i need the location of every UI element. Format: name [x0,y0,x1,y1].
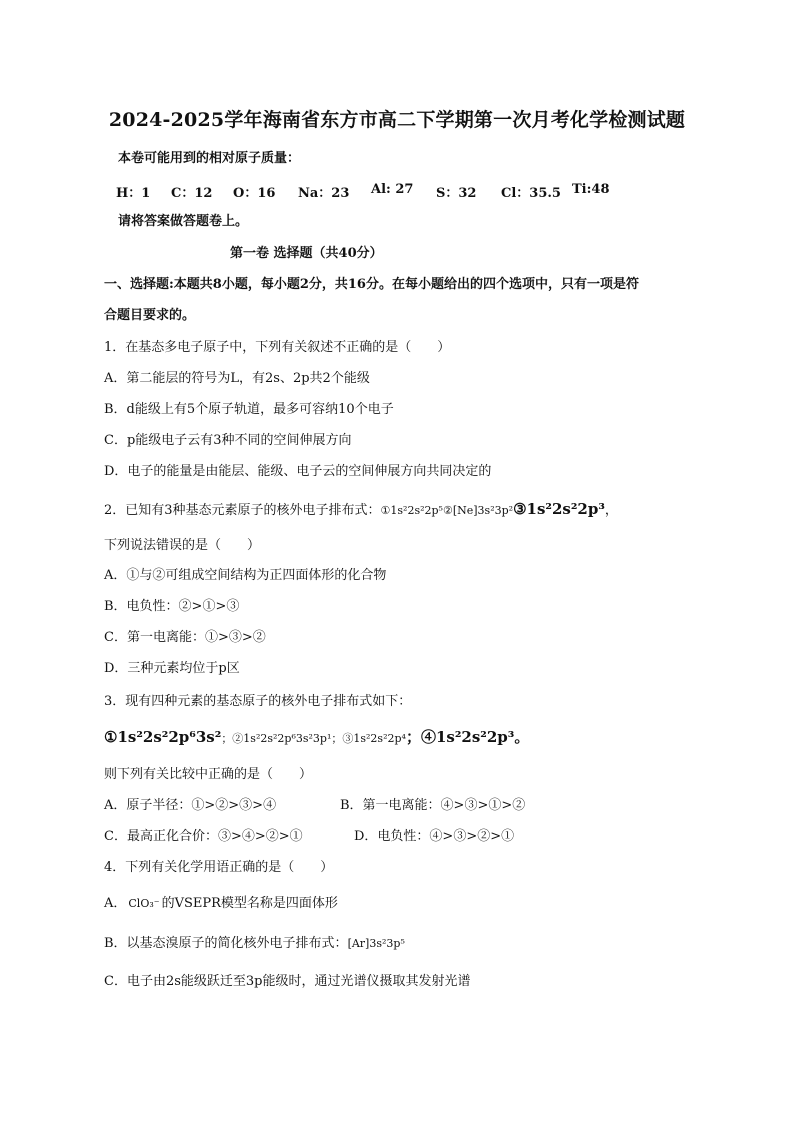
q4-option-a [104,895,338,913]
mass-s: S：32 [436,186,477,201]
q2-stem-comma: ， [604,503,618,518]
q3-option-b: B．第一电离能：④>③>①>② [340,798,526,813]
answer-note: 请将答案做答题卷上。 [118,214,249,229]
q3-stem-2: 则下列有关比较中正确的是（ ） [104,767,313,782]
mass-h: H：1 [116,186,151,201]
mass-cl: Cl：35.5 [501,186,561,201]
mass-c: C：12 [171,186,213,201]
q3-option-d: D．电负性：④>③>②>① [354,829,515,844]
q1-option-b: B．d能级上有5个原子轨道，最多可容纳10个电子 [104,402,394,417]
q3-config-4: ；④1s²2s²2p³。 [405,728,530,746]
page-title: 2024-2025学年海南省东方市高二下学期第一次月考化学检测试题 [108,109,686,131]
q3-config-1: ①1s²2s²2p⁶3s² [104,728,222,746]
q4-option-b-text: B．以基态溴原子的简化核外电子排布式： [104,936,348,951]
q4-option-c: C．电子由2s能级跃迁至3p能级时，通过光谱仪摄取其发射光谱 [104,974,471,989]
instructions-line-2: 合题目要求的。 [104,308,196,323]
q4-option-a-text: 的VSEPR模型名称是四面体形 [161,896,338,911]
q2-option-b: B．电负性：②>①>③ [104,599,240,614]
q3-config-2: ；②1s²2s²2p⁶3s²3p¹ [221,732,332,745]
q1-option-c: C．p能级电子云有3种不同的空间伸展方向 [104,433,352,448]
q4-option-a-formula: ClO₃⁻ [128,897,160,910]
q3-option-a: A．原子半径：①>②>③>④ [104,798,277,813]
q2-config-3: ③1s²2s²2p³ [513,500,605,518]
q2-stem [104,500,618,520]
atomic-mass-intro: 本卷可能用到的相对原子质量： [118,151,301,166]
mass-na: Na：23 [298,186,350,201]
q4-stem: 4．下列有关化学用语正确的是（ ） [104,860,334,875]
q2-option-a: A．①与②可组成空间结构为正四面体形的化合物 [104,568,387,583]
q1-option-d: D．电子的能量是由能层、能级、电子云的空间伸展方向共同决定的 [104,464,492,479]
q3-option-c: C．最高正化合价：③>④>②>① [104,829,303,844]
q2-config-1: ①1s²2s²2p⁵ [380,504,443,517]
instructions-line-1: 一、选择题:本题共8小题，每小题2分，共16分。在每小题给出的四个选项中，只有一项是符 [104,277,639,292]
q4-option-b [104,935,405,953]
q4-option-a-letter: A． [104,896,127,911]
q4-option-b-formula: [Ar]3s²3p⁵ [347,937,405,950]
q2-stem-text: 2．已知有3种基态元素原子的核外电子排布式： [104,503,381,518]
q2-config-2: ②[Ne]3s²3p² [442,504,514,517]
atomic-mass-list [0,182,794,200]
mass-al: Al: 27 [371,182,414,197]
q3-stem: 3．现有四种元素的基态原子的核外电子排布式如下： [104,694,412,709]
q3-configs [104,728,529,748]
q3-config-3: ；③1s²2s²2p⁴ [331,732,406,745]
q2-option-c: C．第一电离能：①>③>② [104,630,266,645]
q2-stem-2: 下列说法错误的是（ ） [104,538,261,553]
mass-ti: Ti:48 [572,182,610,197]
q2-option-d: D．三种元素均位于p区 [104,661,240,676]
mass-o: O：16 [233,186,276,201]
q1-stem: 1．在基态多电子原子中，下列有关叙述不正确的是（ ） [104,340,451,355]
section-title: 第一卷 选择题（共40分） [230,246,383,261]
q1-option-a: A．第二能层的符号为L，有2s、2p共2个能级 [104,371,370,386]
